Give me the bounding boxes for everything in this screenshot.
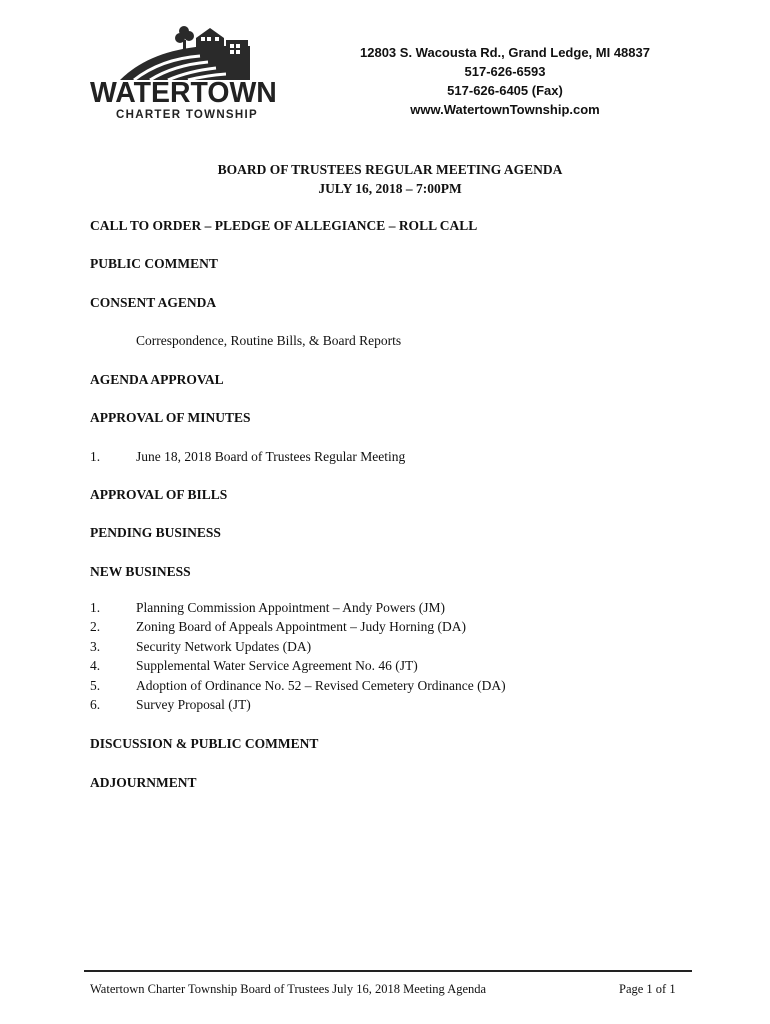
consent-agenda-item: Correspondence, Routine Bills, & Board Reports [136,333,402,348]
list-item-number: 4. [90,658,101,674]
footer-page-number: Page 1 of 1 [619,982,676,996]
farm-house-icon [90,22,262,82]
call-to-order-heading: CALL TO ORDER – PLEDGE OF ALLEGIANCE – ROLL CALL [90,218,478,233]
list-item-number: 5. [90,677,101,693]
website-link[interactable]: www.WatertownTownship.com [410,102,600,117]
phone-line: 517-626-6593 [464,64,546,79]
footer-document-title: Watertown Charter Township Board of Trustees July 16, 2018 Meeting Agenda [90,982,487,996]
address-line: 12803 S. Wacousta Rd., Grand Ledge, MI 48837 [360,45,650,60]
list-item-text: Adoption of Ordinance No. 52 – Revised Cemetery Ordinance (DA) [136,677,506,693]
new-business-heading: NEW BUSINESS [90,564,191,579]
list-item-number: 6. [90,696,101,712]
agenda-date-line: JULY 16, 2018 – 7:00PM [318,181,462,196]
list-item-text: Survey Proposal (JT) [136,696,251,712]
watertown-logo [90,22,277,124]
logo-subtitle: CHARTER TOWNSHIP [116,109,258,121]
approval-of-bills-heading: APPROVAL OF BILLS [90,487,228,502]
agenda-title [90,160,690,198]
public-comment-heading: PUBLIC COMMENT [90,256,218,271]
fax-line: 517-626-6405 (Fax) [447,83,563,98]
list-item-number: 2. [90,619,101,635]
adjournment-heading: ADJOURNMENT [90,775,197,790]
discussion-heading: DISCUSSION & PUBLIC COMMENT [90,736,319,751]
agenda-title-line: BOARD OF TRUSTEES REGULAR MEETING AGENDA [217,162,563,177]
footer-divider [84,970,692,972]
list-item-text: Planning Commission Appointment – Andy Powers (JM) [136,600,446,615]
list-item-text: Supplemental Water Service Agreement No. 46 (JT) [136,658,418,674]
logo-wordmark: WATERTOWN [90,77,277,109]
minutes-item-number: 1. [90,449,101,464]
list-item-text: Security Network Updates (DA) [136,638,312,654]
list-item-number: 3. [90,638,101,654]
list-item-number: 1. [90,600,101,615]
minutes-item: June 18, 2018 Board of Trustees Regular Meeting [136,449,406,464]
consent-agenda-heading: CONSENT AGENDA [90,295,217,310]
list-item-text: Zoning Board of Appeals Appointment – Judy Horning (DA) [136,619,466,635]
approval-of-minutes-heading: APPROVAL OF MINUTES [90,410,251,425]
contact-block [350,43,660,119]
agenda-approval-heading: AGENDA APPROVAL [90,372,224,387]
pending-business-heading: PENDING BUSINESS [90,525,221,540]
